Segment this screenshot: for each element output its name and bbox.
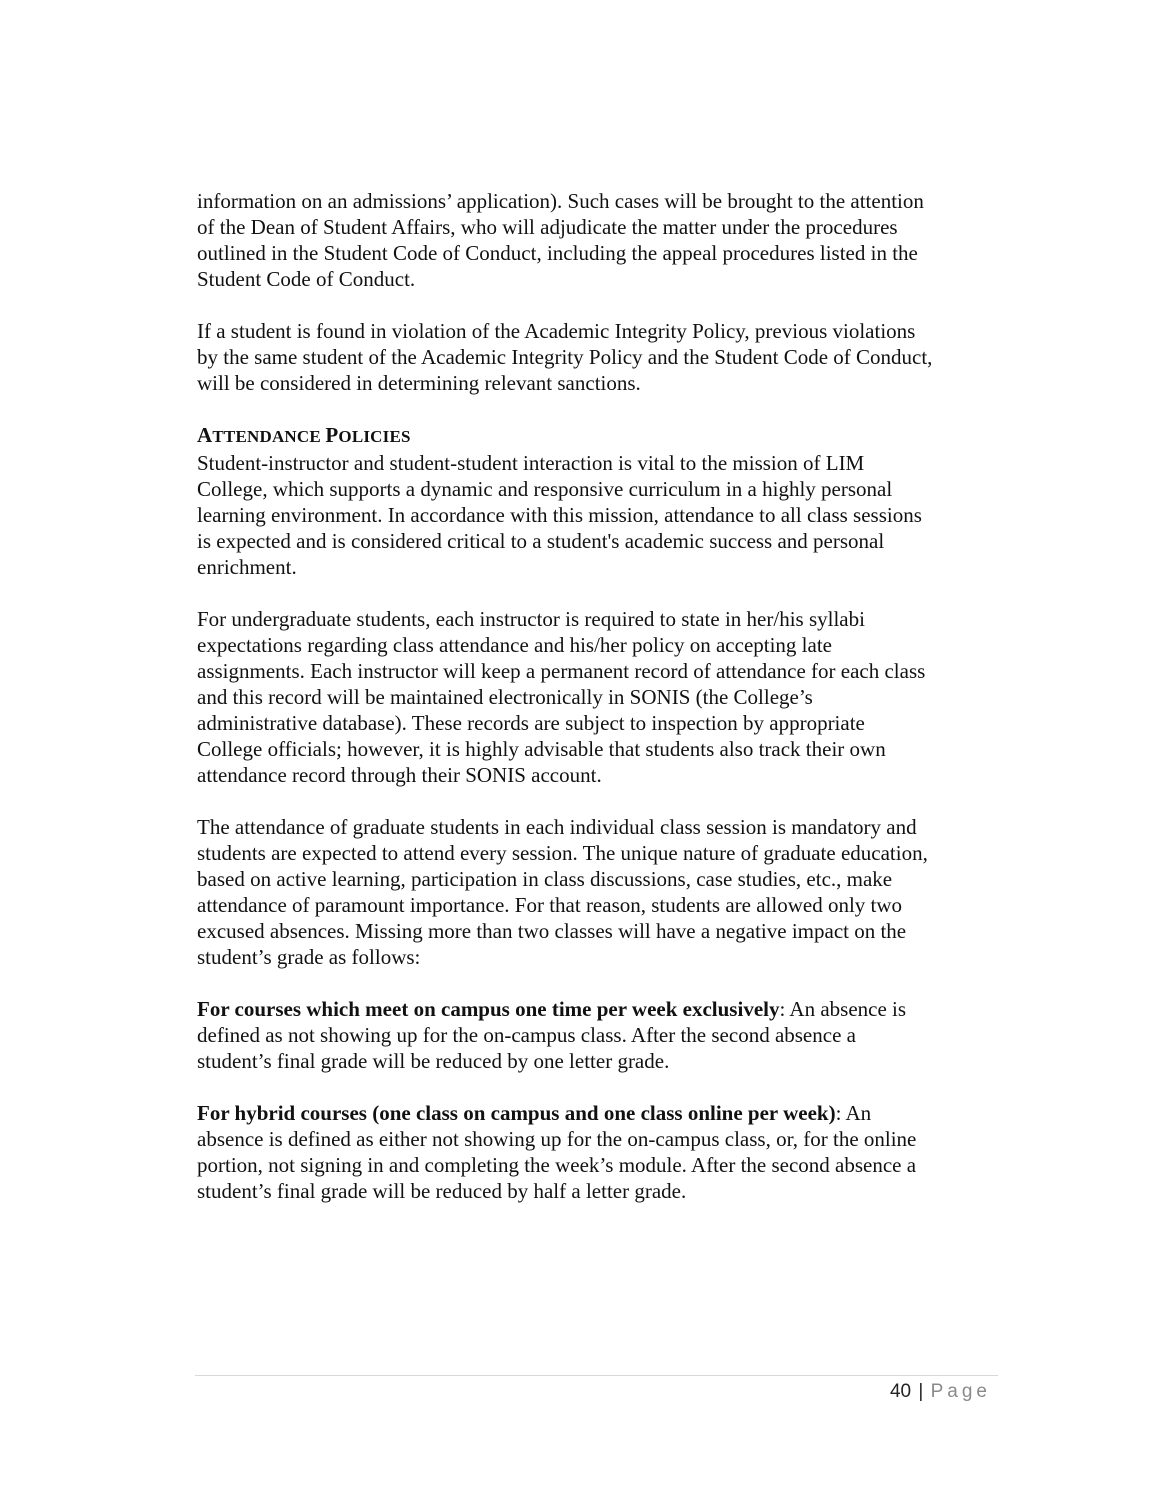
- rule-hybrid-text: : An absence is defined as either not showing up for the on-campus class, or, for the online portion, not signing in and completing the week’s module. After the second absence a student’s final grade will be reduced by half a letter grade.: [197, 1101, 917, 1203]
- paragraph-prior-violations: If a student is found in violation of the Academic Integrity Policy, previous violations by the same student of the Academic Integrity Policy and the Student Code of Conduct, will be considered in determining relevant sanctions.: [197, 319, 933, 395]
- rule-hybrid-lead: For hybrid courses (one class on campus and one class online per week): [197, 1101, 836, 1125]
- footer-divider: [195, 1375, 998, 1376]
- page-label: Page: [930, 1381, 991, 1402]
- paragraph-admissions-misconduct: information on an admissions’ application). Such cases will be brought to the attention of the Dean of Student Affairs, who will adjudicate the matter under the procedures outlined in the Student Code of Conduct, including the appeal procedures listed in the Student Code of Conduct.: [197, 189, 924, 291]
- footer-separator: |: [918, 1381, 924, 1402]
- heading-rest-p: OLICIES: [338, 427, 411, 446]
- page-content: [197, 188, 1002, 1230]
- rule-on-campus-lead: For courses which meet on campus one time per week exclusively: [197, 997, 780, 1021]
- paragraph-graduate-attendance: The attendance of graduate students in each individual class session is mandatory and students are expected to attend every session. The unique nature of graduate education, based on active learning, participation in class discussions, case studies, etc., make attendance of paramount importance. For that reason, students are allowed only two excused absences. Missing more than two classes will have a negative impact on the student’s grade as follows:: [197, 815, 928, 969]
- paragraph-undergraduate-attendance: For undergraduate students, each instructor is required to state in her/his syllabi expectations regarding class attendance and his/her policy on accepting late assignments. Each instructor will keep a permanent record of attendance for each class and this record will be maintained electronically in SONIS (the College’s administrative database). These records are subject to inspection by appropriate College officials; however, it is highly advisable that students also track their own attendance record through their SONIS account.: [197, 607, 926, 787]
- heading-rest-a: TTENDANCE: [212, 427, 326, 446]
- page-number: 40: [889, 1381, 912, 1402]
- rule-on-campus-courses: [197, 996, 1002, 1074]
- attendance-section: [197, 422, 1002, 580]
- heading-cap-p: P: [325, 423, 339, 447]
- paragraph-attendance-intro: Student-instructor and student-student interaction is vital to the mission of LIM College, which supports a dynamic and responsive curriculum in a highly personal learning environment. In accordance with this mission, attendance to all class sessions is expected and is considered critical to a student's academic success and personal enrichment.: [197, 451, 922, 579]
- page-footer: [890, 1380, 991, 1404]
- rule-hybrid-courses: [197, 1100, 1002, 1204]
- section-heading-attendance-policies: [197, 422, 1002, 450]
- heading-cap-a: A: [197, 423, 213, 447]
- rule-on-campus-text: : An absence is defined as not showing up for the on-campus class. After the second absence a student’s final grade will be reduced by one letter grade.: [197, 997, 907, 1073]
